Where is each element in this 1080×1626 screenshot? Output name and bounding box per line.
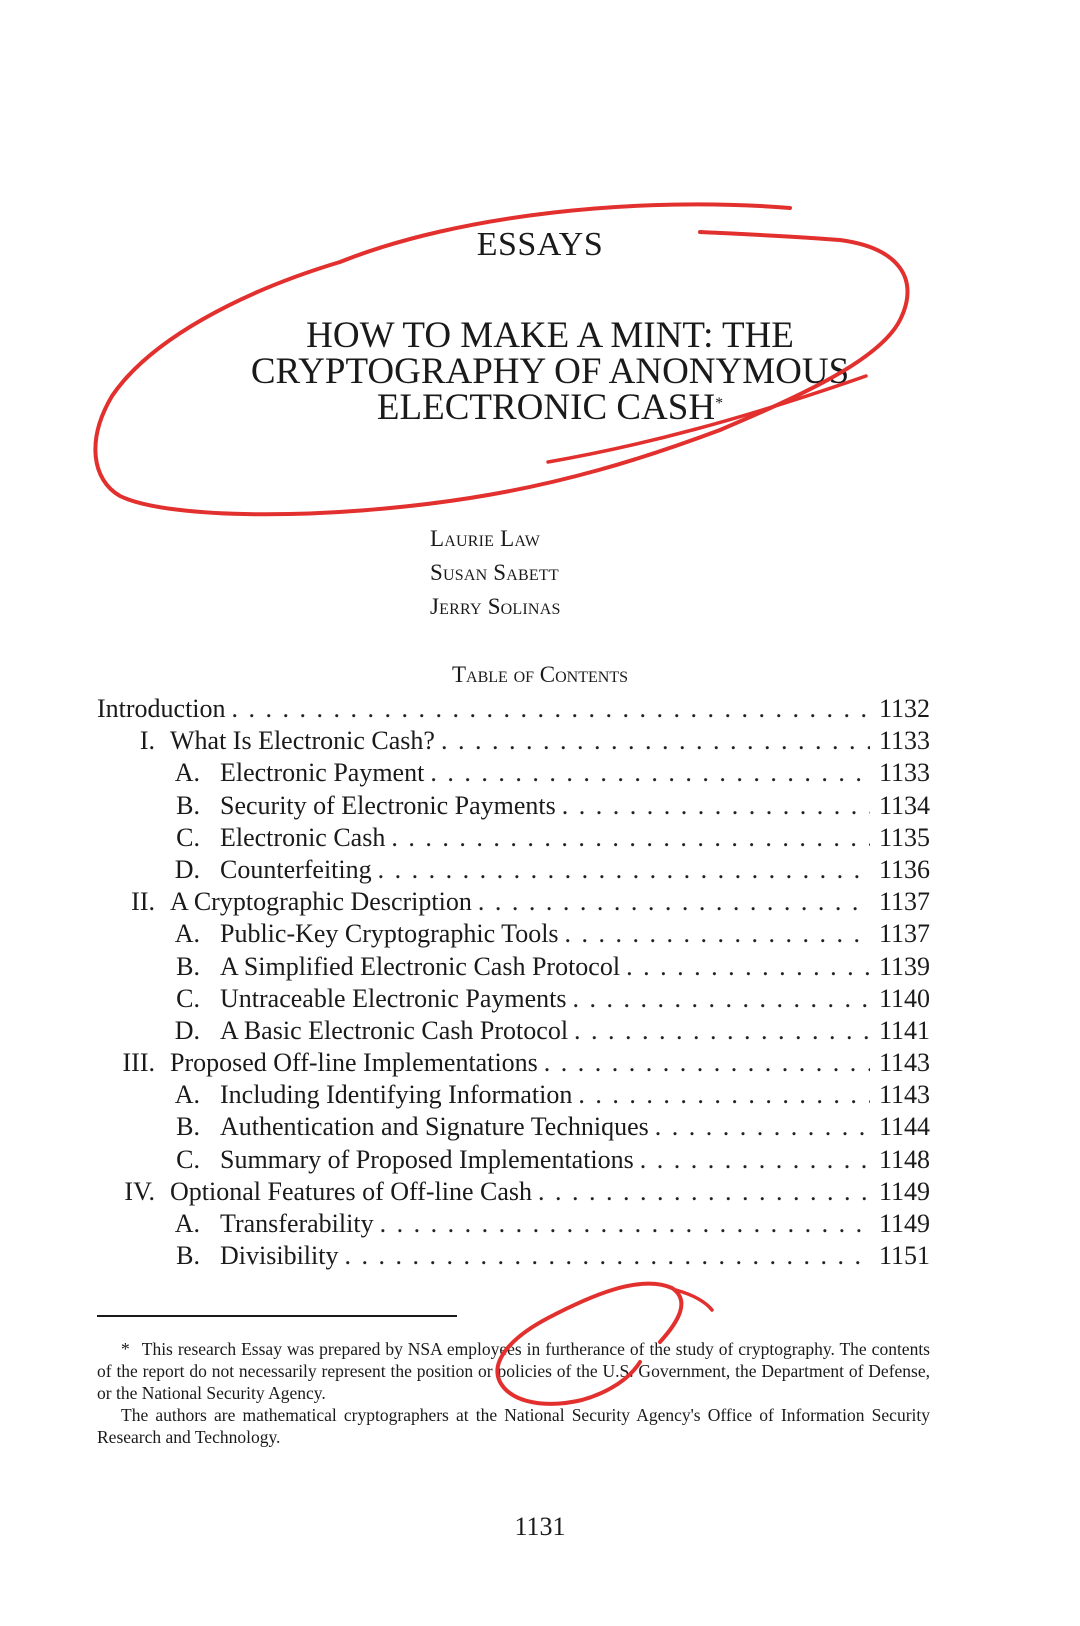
toc-entry-title: Including Identifying Information: [220, 1080, 573, 1110]
author: Laurie Law: [430, 526, 541, 551]
toc-leader-dots: [538, 1177, 870, 1207]
toc-entry-page: 1133: [878, 726, 930, 756]
toc-entry: [97, 1048, 930, 1080]
toc-entry-number: B.: [176, 951, 200, 981]
footnote-paragraph: The authors are mathematical cryptographers at the National Security Agency's Office of Information Security Research and Technology.: [97, 1405, 930, 1447]
toc-entry-number: II.: [131, 887, 155, 917]
toc-entry-page: 1148: [878, 1144, 930, 1174]
footnote-divider: [97, 1315, 457, 1317]
footnote-paragraph: [97, 1338, 930, 1404]
toc-entry-number: A.: [174, 1209, 200, 1238]
toc-entry-page: 1137: [878, 919, 930, 949]
toc-heading: Table of Contents: [452, 662, 628, 687]
title-line-2: CRYPTOGRAPHY OF ANONYMOUS: [250, 351, 850, 392]
toc-entry-number: D.: [174, 1015, 200, 1045]
toc-entry-number: A.: [174, 758, 200, 788]
toc-entry-page: 1139: [878, 951, 930, 981]
toc-entry-title: Optional Features of Off-line Cash: [170, 1176, 532, 1206]
toc-entry-title: A Simplified Electronic Cash Protocol: [220, 951, 621, 981]
title-line-3-text: ELECTRONIC CASH: [376, 387, 716, 428]
toc-entry-title: Security of Electronic Payments: [220, 790, 556, 820]
table-of-contents: [97, 694, 930, 1273]
section-label: ESSAYS: [476, 226, 604, 263]
toc-entry-title: Electronic Cash: [220, 822, 386, 852]
toc-entry: [97, 791, 930, 823]
toc-leader-dots: [430, 758, 870, 788]
toc-entry-page: 1143: [878, 1080, 930, 1110]
footnote-text: This research Essay was prepared by NSA employees in furtherance of the study of cryptography. The contents of the report do not necessarily represent the position or policies of the U.S. Government, the Department of Defense, or the National Security Agency.: [97, 1339, 930, 1403]
toc-entry: [97, 1080, 930, 1112]
toc-leader-dots: [640, 1145, 870, 1175]
toc-entry: [97, 855, 930, 887]
toc-entry-title: Introduction: [97, 694, 226, 723]
toc-entry-number: C.: [176, 1144, 200, 1174]
footnote-tick-stroke: [676, 1290, 712, 1310]
toc-entry-title: Authentication and Signature Techniques: [220, 1112, 649, 1142]
toc-entry: [97, 1241, 930, 1273]
toc-entry: [97, 823, 930, 855]
toc-leader-dots: [378, 855, 870, 885]
toc-entry-page: 1132: [878, 694, 930, 723]
toc-entry-number: B.: [176, 1241, 200, 1271]
footnotes: [97, 1338, 930, 1448]
toc-entry: [97, 758, 930, 790]
page-number: 1131: [514, 1512, 566, 1541]
toc-leader-dots: [626, 952, 870, 982]
toc-entry-page: 1135: [878, 822, 930, 852]
toc-leader-dots: [573, 984, 870, 1014]
article-title: [120, 315, 980, 428]
toc-entry-title: What Is Electronic Cash?: [170, 726, 435, 756]
toc-entry: [97, 1177, 930, 1209]
toc-entry-title: Counterfeiting: [220, 854, 372, 884]
toc-entry-title: Summary of Proposed Implementations: [220, 1144, 634, 1174]
toc-entry: [97, 887, 930, 919]
toc-leader-dots: [478, 887, 870, 917]
author: Susan Sabett: [430, 560, 559, 585]
toc-entry-page: 1137: [878, 887, 930, 917]
toc-entry-number: A.: [174, 1080, 200, 1110]
toc-entry-number: B.: [176, 1112, 200, 1142]
toc-entry-number: IV.: [124, 1176, 155, 1206]
toc-entry-page: 1140: [878, 983, 930, 1013]
toc-entry: [97, 1145, 930, 1177]
toc-entry-title: Proposed Off-line Implementations: [170, 1048, 538, 1078]
toc-entry-page: 1144: [878, 1112, 930, 1142]
footnote-mark: *: [121, 1339, 130, 1359]
toc-leader-dots: [391, 823, 870, 853]
author: Jerry Solinas: [430, 594, 561, 619]
toc-entry-page: 1149: [878, 1176, 930, 1206]
toc-entry-title: A Cryptographic Description: [170, 887, 472, 917]
toc-entry-page: 1141: [878, 1015, 930, 1045]
toc-entry-number: A.: [174, 919, 200, 949]
toc-entry-title: A Basic Electronic Cash Protocol: [220, 1015, 569, 1045]
toc-entry-number: C.: [176, 822, 200, 852]
toc-entry-page: 1143: [878, 1048, 930, 1078]
toc-entry-page: 1134: [878, 790, 930, 820]
toc-entry-number: C.: [176, 983, 200, 1013]
toc-entry-title: Public-Key Cryptographic Tools: [220, 919, 559, 949]
author-list: [430, 522, 561, 624]
toc-entry-number: B.: [176, 790, 200, 820]
toc-leader-dots: [655, 1112, 870, 1142]
toc-entry-page: 1133: [878, 758, 930, 788]
toc-entry: [97, 984, 930, 1016]
toc-entry: [97, 1112, 930, 1144]
title-line-3: [120, 387, 980, 428]
toc-entry: [97, 694, 930, 726]
title-line-1: HOW TO MAKE A MINT: THE: [306, 315, 794, 356]
toc-leader-dots: [344, 1241, 870, 1271]
toc-entry: [97, 726, 930, 758]
toc-entry-number: D.: [174, 854, 200, 884]
toc-entry-page: 1136: [878, 854, 930, 884]
toc-leader-dots: [574, 1016, 870, 1046]
toc-leader-dots: [380, 1209, 870, 1239]
toc-entry: [97, 1209, 930, 1241]
title-footnote-mark: *: [715, 395, 724, 412]
toc-entry-page: 1151: [878, 1241, 930, 1271]
toc-leader-dots: [544, 1048, 870, 1078]
toc-leader-dots: [441, 726, 870, 756]
toc-entry-title: Untraceable Electronic Payments: [220, 983, 567, 1013]
toc-entry-number: I.: [139, 726, 155, 756]
toc-entry: [97, 1016, 930, 1048]
toc-entry-title: Electronic Payment: [220, 758, 425, 788]
toc-entry: [97, 952, 930, 984]
toc-leader-dots: [232, 694, 870, 724]
toc-leader-dots: [565, 919, 870, 949]
toc-entry: [97, 919, 930, 951]
toc-entry-page: 1149: [878, 1209, 930, 1238]
toc-leader-dots: [578, 1080, 870, 1110]
toc-entry-title: Divisibility: [220, 1241, 339, 1271]
toc-entry-title: Transferability: [220, 1209, 374, 1238]
toc-leader-dots: [562, 791, 870, 821]
toc-entry-number: III.: [122, 1048, 155, 1078]
